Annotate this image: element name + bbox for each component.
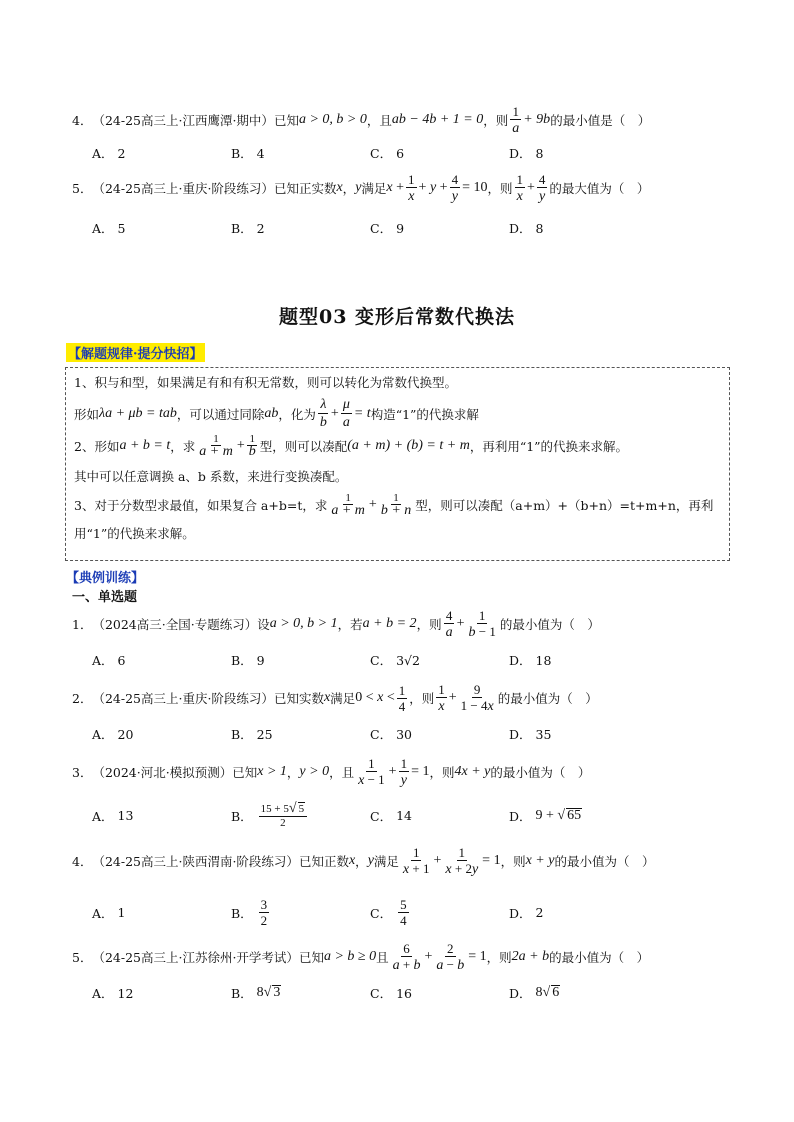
tip-line-4: 其中可以任意调换 a、b 系数，来进行变换凑配。 [74, 469, 348, 484]
option-3b-formula: $\frac{15 + 5√ 5}{2}$ [259, 802, 307, 829]
subsection-title: 一、单选题 [72, 590, 138, 605]
tip-line-5: 3、对于分数型求最值，如果复合 a+b=t，求 $\frac{1}{a + m}$ + $\frac{1}{b + n}$ 型，则可以凑配（a+m）+（b+n）=t+m+n，再利 [74, 492, 714, 518]
question-4: 4． （24-25高三上·陕西渭南·阶段练习） 已知正数 x ， y 满足 $\frac{1}{x + 1}$ + $\frac{1}{x + 2y}$ = 1 ，则 x + y 的最小值为（ ） [72, 845, 655, 877]
tip-line-3: 2、形如 a + b = t ，求 $\frac{1}{a + m}$ + $\frac{1}{b}$ 型，则可以凑配 (a + m) + (b) = t + m ，再利用“1”的代换来求解。 [74, 433, 629, 459]
question-5: 5． （24-25高三上·江苏徐州·开学考试） 已知 a > b ≥ 0 且 $\frac{6}{a + b}$ + $\frac{2}{a - b}$ = 1 ，则 2a + b 的最小值为（ ） [72, 941, 650, 973]
tip-line-2: 形如 λa + μb = tab ，可以通过同除 ab ，化为 $\frac{\lambda}{b}$ + $\frac{\mu}{a}$ = t 构造“1”的代换求解 [74, 397, 479, 430]
options-5: A． 12 B． 8√ 3 C． 16 D． 8√ 6 [92, 985, 560, 1001]
tip-label: 【解题规律·提分快招】 [66, 343, 205, 362]
options-3: A． 13 B． $\frac{15 + 5√ 5}{2}$ C． 14 D． 9 + √ 65 [92, 801, 582, 829]
options-top-4: A． 2 B． 4 C． 6 D． 8 [92, 145, 544, 161]
options-1: A． 6 B． 9 C． 3√2 D． 18 [92, 652, 552, 668]
tip-line-1: 1、积与和型，如果满足有和有积无常数，则可以转化为常数代换型。 [74, 375, 457, 390]
options-top-5: A． 5 B． 2 C． 9 D． 8 [92, 220, 544, 236]
question-top-5: 5． （24-25高三上·重庆·阶段练习） 已知正实数 x ， y 满足 x + $\frac{1}{x}$ + y + $\frac{4}{y}$ = 10 ，则 $\frac{1}{x}$ + $\frac{4}{y}$ 的最大值为（ ） [72, 172, 650, 204]
question-1: 1． （2024高三·全国·专题练习） 设 a > 0, b > 1 ，若 a + b = 2 ，则 $\frac{4}{a}$ + $\frac{1}{b - 1}$ 的最小值为（ ） [72, 608, 600, 640]
options-2: A． 20 B． 25 C． 30 D． 35 [92, 726, 552, 742]
tip-line-6: 用“1”的代换来求解。 [74, 526, 195, 541]
question-top-4: 4． （24-25高三上·江西鹰潭·期中） 已知 a > 0, b > 0 ，且 ab − 4b + 1 = 0 ，则 $\frac{1}{a}$ + 9b 的最小值是（ ） [72, 104, 651, 136]
question-2: 2． （24-25高三上·重庆·阶段练习） 已知实数 x 满足 0 < x < $\frac{1}{4}$ ，则 $\frac{1}{x}$ + $\frac{9}{1 - 4x}$ 的最小值为（ ） [72, 682, 598, 714]
question-3: 3． （2024·河北·模拟预测） 已知 x > 1 ， y > 0 ，且 $\frac{1}{x - 1}$ + $\frac{1}{y}$ = 1 ，则 4x + y 的最小值为（ ） [72, 756, 591, 788]
example-label: 【典例训练】 [66, 571, 145, 586]
section-title: 题型03 变形后常数代换法 [278, 306, 516, 328]
options-4: A． 1 B． $\frac{3}{2}$ C． $\frac{5}{4}$ D． 2 [92, 897, 544, 928]
